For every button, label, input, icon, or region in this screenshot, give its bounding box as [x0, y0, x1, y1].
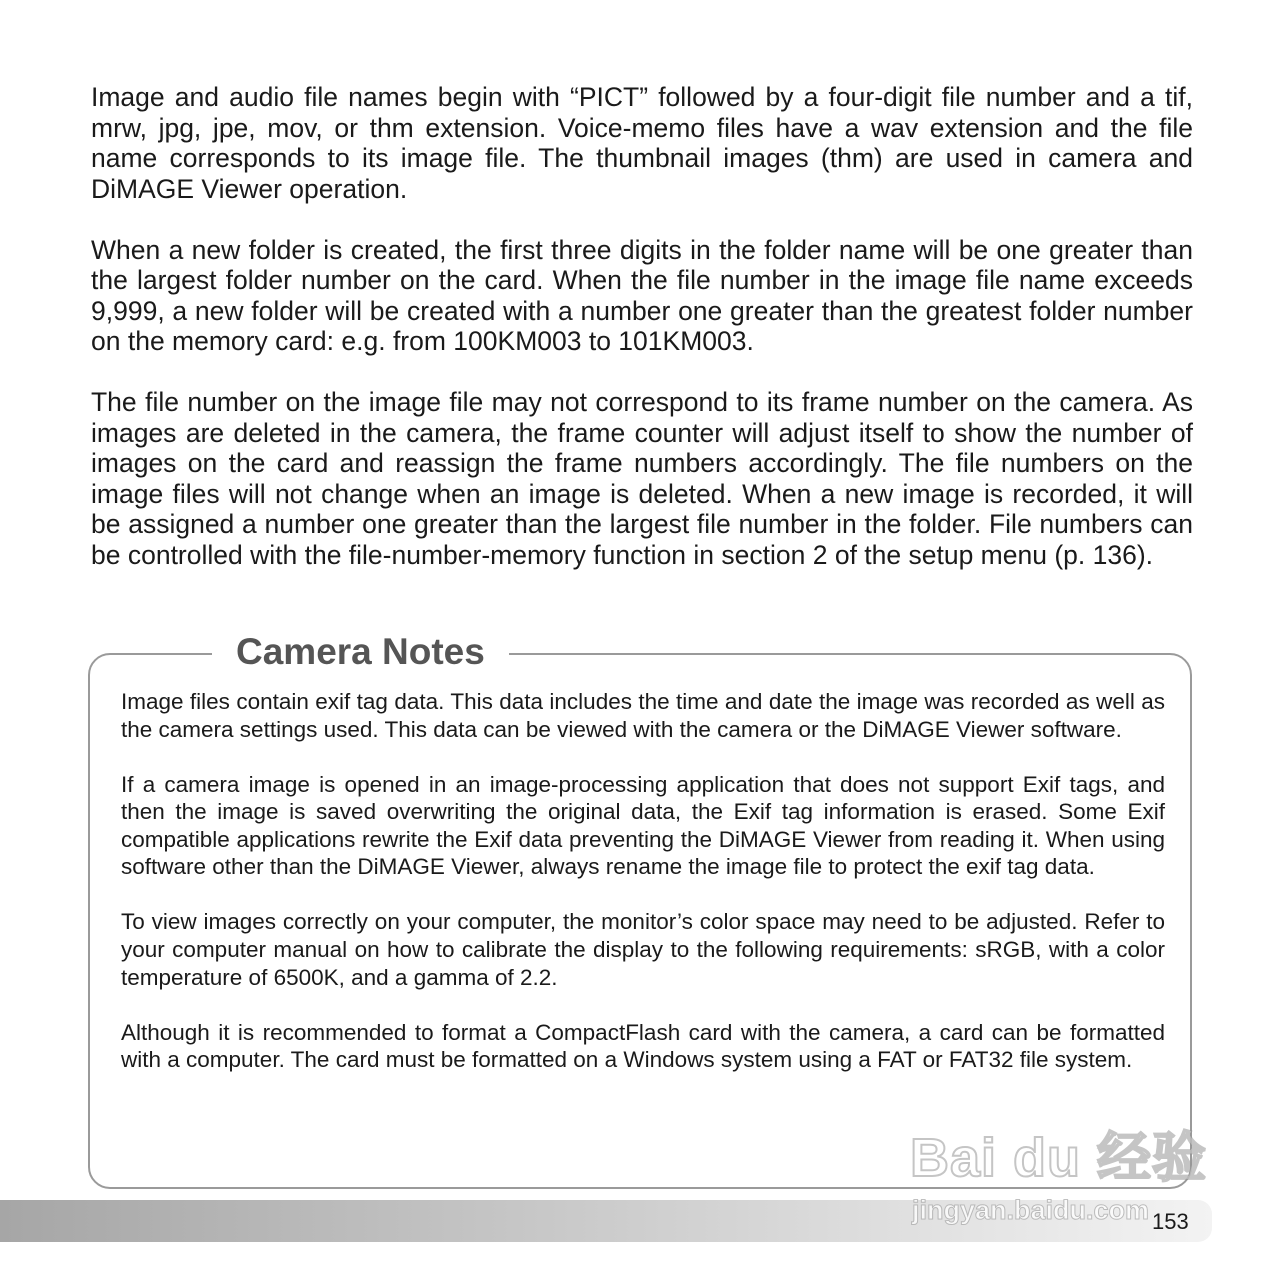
camera-notes-box: [88, 631, 1192, 1189]
camera-notes-text: [121, 688, 1165, 1101]
page-number: 153: [1152, 1209, 1189, 1234]
note-format-card: Although it is recommended to format a CompactFlash card with the camera, a card can be formatted with a computer. The card must be formatted on a Windows system using a FAT or FAT32 file system.: [121, 1019, 1165, 1073]
watermark-url: jingyan.baidu.com: [912, 1195, 1150, 1225]
body-text: [91, 82, 1193, 601]
paragraph-folder-creation: When a new folder is created, the first three digits in the folder name will be one greater than the largest folder number on the card. When the file number in the image file name exceeds 9,999, a new folder will be created with a number one greater than the greatest folder number on the memory card: e.g. from 100KM003 to 101KM003.: [91, 234, 1193, 356]
paragraph-file-number: The file number on the image file may not correspond to its frame number on the camera. As images are deleted in the camera, the frame counter will adjust itself to show the number of images on the card and reassign the frame numbers accordingly. The file numbers on the image files will not change when an image is deleted. When a new image is recorded, it will be assigned a number one greater than the largest file number in the folder. File numbers can be controlled with the file-number-memory function in section 2 of the setup menu (p. 136).: [91, 387, 1193, 570]
note-color-space: To view images correctly on your computer, the monitor’s color space may need to be adjusted. Refer to your computer manual on how to calibrate the display to the following requirements: sRGB, with a color temperature of 6500K, and a gamma of 2.2.: [121, 909, 1165, 990]
footer-bar: [0, 1200, 1212, 1242]
baidu-logo: Bai du 经验: [910, 1128, 1208, 1188]
paragraph-file-names: Image and audio file names begin with “PICT” followed by a four-digit file number and a tif, mrw, jpg, jpe, mov, or thm extension. Voice-memo files have a wav extension and the file name corresponds to its image file. The thumbnail images (thm) are used in camera and DiMAGE Viewer operation.: [91, 82, 1193, 204]
camera-notes-title: Camera Notes: [212, 630, 509, 674]
note-exif-overwrite: If a camera image is opened in an image-processing application that does not support Exif tags, and then the image is saved overwriting the original data, the Exif tag information is erased. Some Exif compatible applications rewrite the Exif data preventing the DiMAGE Viewer from reading it. When using software other than the DiMAGE Viewer, always rename the image file to protect the exif tag data.: [121, 771, 1165, 880]
note-exif-data: Image files contain exif tag data. This data includes the time and date the image was recorded as well as the camera settings used. This data can be viewed with the camera or the DiMAGE Viewer software.: [121, 689, 1165, 742]
